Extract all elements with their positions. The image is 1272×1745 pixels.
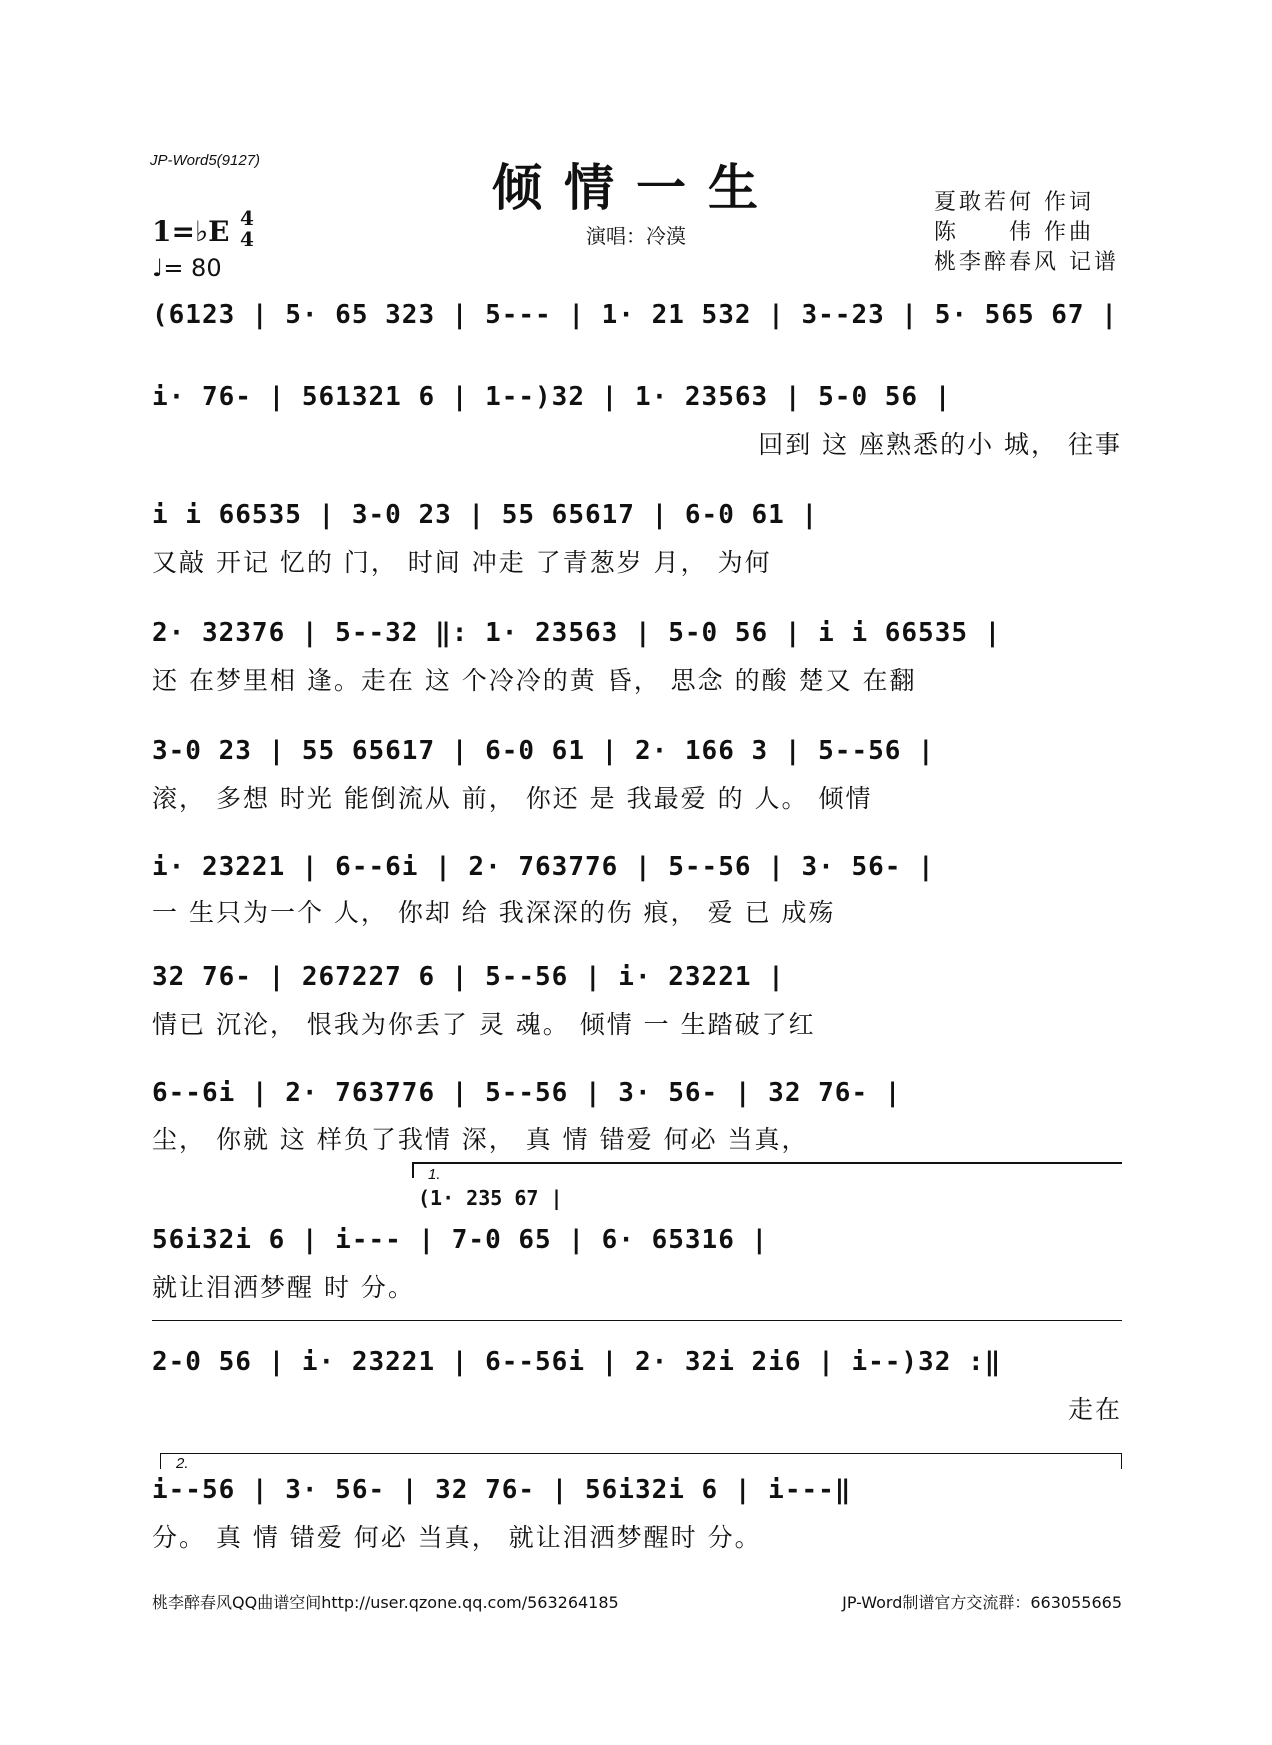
volta-1-label: 1. <box>428 1166 441 1183</box>
footer-right-group: JP-Word制谱官方交流群：663055665 <box>842 1593 1122 1612</box>
software-label: JP-Word5(9127) <box>150 152 261 169</box>
score-row-2-notes: i· 76- | 561321 6 | 1--)32 | 1· 23563 | 5-0 56 | <box>152 382 952 412</box>
volta-2-bracket <box>160 1453 1122 1454</box>
score-row-10-lyrics: 走在 <box>1067 1395 1122 1424</box>
song-title: 倾情一生 <box>492 158 780 217</box>
score-row-8-lyrics: 尘， 你就 这 样负了我情 深， 真 情 错爱 何必 当真， <box>152 1125 809 1154</box>
composer-credit: 陈 伟 作曲 <box>934 220 1094 245</box>
tempo-marking: ♩= 80 <box>152 254 222 282</box>
volta-1-bracket-hook <box>412 1162 414 1178</box>
score-row-8-notes: 6--6i | 2· 763776 | 5--56 | 3· 56- | 32 76- | <box>152 1078 902 1108</box>
score-row-5-notes: 3-0 23 | 55 65617 | 6-0 61 | 2· 166 3 | 5--56 | <box>152 736 935 766</box>
time-signature-top: 4 <box>240 206 254 230</box>
score-row-3-notes: i i 66535 | 3-0 23 | 55 65617 | 6-0 61 | <box>152 500 819 530</box>
key-signature: 1=♭E <box>152 215 230 248</box>
score-row-6-lyrics: 一 生只为一个 人， 你却 给 我深深的伤 痕， 爱 已 成殇 <box>152 898 836 927</box>
lyricist-credit: 夏敢若何 作词 <box>934 190 1094 215</box>
time-signature-bottom: 4 <box>240 227 254 251</box>
transcriber-credit: 桃李醉春风 记谱 <box>934 250 1119 275</box>
score-row-2-lyrics: 回到 这 座熟悉的小 城， 往事 <box>758 430 1122 459</box>
volta-1-notes: (1· 235 67 | <box>418 1186 563 1210</box>
volta-2-bracket-hook <box>160 1453 161 1469</box>
score-row-11-notes: i--56 | 3· 56- | 32 76- | 56i32i 6 | i---‖ <box>152 1475 852 1505</box>
singer-credit: 演唱：冷漠 <box>586 224 686 248</box>
footer-left-link[interactable]: 桃李醉春风QQ曲谱空间http://user.qzone.qq.com/563264185 <box>152 1593 619 1612</box>
score-row-9-lyrics: 就让泪洒梦醒 时 分。 <box>152 1273 415 1302</box>
volta-1-continuation-line <box>152 1320 1122 1321</box>
score-row-6-notes: i· 23221 | 6--6i | 2· 763776 | 5--56 | 3· 56- | <box>152 852 935 882</box>
score-row-7-notes: 32 76- | 267227 6 | 5--56 | i· 23221 | <box>152 962 785 992</box>
score-row-9-notes: 56i32i 6 | i--- | 7-0 65 | 6· 65316 | <box>152 1225 769 1255</box>
score-row-11-lyrics: 分。 真 情 错爱 何必 当真， 就让泪洒梦醒时 分。 <box>152 1523 762 1552</box>
score-row-1-notes: (6123 | 5· 65 323 | 5--- | 1· 21 532 | 3--23 | 5· 565 67 | <box>152 300 1118 330</box>
score-row-4-lyrics: 还 在梦里相 逢。走在 这 个冷冷的黄 昏， 思念 的酸 楚又 在翻 <box>152 666 917 695</box>
time-signature <box>240 208 254 250</box>
score-row-3-lyrics: 又敲 开记 忆的 门， 时间 冲走 了青葱岁 月， 为何 <box>152 548 772 577</box>
volta-2-bracket-end <box>1121 1453 1122 1469</box>
volta-2-label: 2. <box>176 1455 189 1472</box>
score-row-5-lyrics: 滚， 多想 时光 能倒流从 前， 你还 是 我最爱 的 人。 倾情 <box>152 784 873 813</box>
score-row-7-lyrics: 情已 沉沦， 恨我为你丢了 灵 魂。 倾情 一 生踏破了红 <box>152 1010 816 1039</box>
score-row-4-notes: 2· 32376 | 5--32 ‖: 1· 23563 | 5-0 56 | i i 66535 | <box>152 618 1002 648</box>
score-row-10-notes: 2-0 56 | i· 23221 | 6--56i | 2· 32i 2i6 | i--)32 :‖ <box>152 1347 1002 1377</box>
volta-1-bracket <box>412 1162 1122 1164</box>
